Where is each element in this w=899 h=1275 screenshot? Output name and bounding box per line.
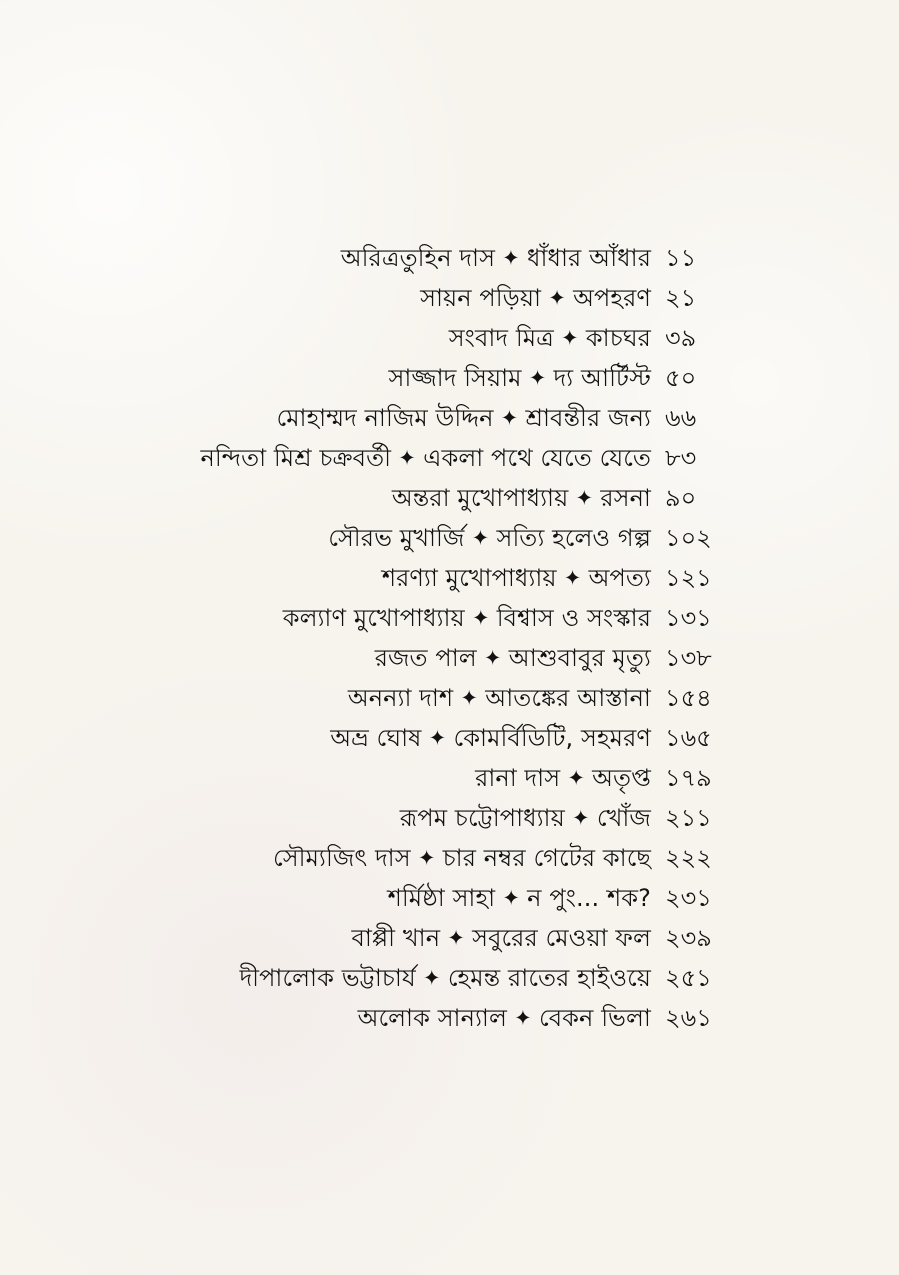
toc-row — [0, 243, 899, 279]
diamond-separator-icon: ✦ — [500, 406, 519, 430]
toc-page-number: ৮৩ — [665, 444, 697, 472]
diamond-separator-icon: ✦ — [398, 446, 416, 470]
toc-entry — [389, 363, 651, 393]
toc-page-number: ৬৬ — [665, 404, 697, 432]
toc-entry — [276, 403, 651, 433]
toc-row — [0, 443, 899, 479]
toc-page-number: ১৫৪ — [665, 684, 712, 712]
toc-page-number: ১৭৯ — [665, 764, 712, 792]
toc-author: রূপম চট্টোপাধ্যায় — [399, 804, 565, 832]
toc-page-number: ৫০ — [665, 364, 697, 392]
toc-page-number: ১০২ — [665, 524, 712, 552]
toc-row — [0, 803, 899, 839]
toc-entry — [449, 323, 651, 353]
toc-title: অপহরণ — [573, 284, 651, 312]
diamond-separator-icon: ✦ — [428, 726, 447, 750]
toc-page-number: ১২১ — [665, 564, 712, 592]
toc-author: অভ্র ঘোষ — [330, 724, 422, 752]
toc-page-number: ২৩১ — [665, 884, 712, 912]
toc-entry — [392, 483, 651, 513]
toc-title: দ্য আর্টিস্ট — [553, 364, 651, 392]
toc-entry — [341, 243, 651, 273]
toc-entry — [330, 723, 651, 753]
toc-row — [0, 603, 899, 639]
toc-entry — [400, 803, 651, 833]
toc-entry — [273, 843, 651, 873]
toc-title: ধাঁধার আঁধার — [527, 244, 651, 272]
toc-row — [0, 283, 899, 319]
toc-entry — [358, 1003, 651, 1033]
toc-entry — [283, 603, 651, 633]
toc-row — [0, 563, 899, 599]
toc-entry — [348, 683, 651, 713]
diamond-separator-icon: ✦ — [561, 326, 579, 350]
toc-row — [0, 483, 899, 519]
toc-page-number: ৯০ — [665, 484, 697, 512]
toc-title: অপত্য — [588, 564, 651, 592]
toc-title: চার নম্বর গেটের কাছে — [442, 844, 651, 872]
toc-row — [0, 883, 899, 919]
toc-entry — [420, 283, 651, 313]
toc-author: রানা দাস — [475, 764, 561, 792]
toc-author: অন্তরা মুখোপাধ্যায় — [391, 484, 569, 512]
toc-page-number: ২৬১ — [665, 1004, 712, 1032]
toc-author: সায়ন পড়িয়া — [420, 284, 542, 312]
toc-page-number: ২১ — [665, 284, 697, 312]
toc-entry — [475, 763, 651, 793]
toc-row — [0, 923, 899, 959]
toc-row — [0, 403, 899, 439]
toc-page-number: ১১ — [665, 244, 697, 272]
diamond-separator-icon: ✦ — [483, 646, 502, 670]
toc-row — [0, 1003, 899, 1039]
toc-author: অলোক সান্যাল — [357, 1004, 507, 1032]
toc-author: সৌম্যজিৎ দাস — [273, 844, 411, 872]
toc-page-number: ২৩৯ — [665, 924, 712, 952]
toc-entry — [375, 643, 651, 673]
toc-title: আতঙ্কের আস্তানা — [485, 684, 651, 712]
toc-row — [0, 843, 899, 879]
toc-row — [0, 683, 899, 719]
toc-author: দীপালোক ভট্টাচার্য — [239, 964, 416, 992]
diamond-separator-icon: ✦ — [502, 246, 520, 270]
toc-title: বেকন ভিলা — [538, 1004, 651, 1032]
toc-title: সত্যি হলেও গল্প — [496, 524, 651, 552]
toc-page-number: ১৬৫ — [665, 724, 712, 752]
toc-author: শরণ্যা মুখোপাধ্যায় — [381, 564, 557, 592]
toc-row — [0, 363, 899, 399]
toc-row — [0, 963, 899, 999]
toc-page-number: ২৫১ — [665, 964, 712, 992]
toc-author: শর্মিষ্ঠা সাহা — [387, 884, 496, 912]
diamond-separator-icon: ✦ — [567, 766, 586, 790]
diamond-separator-icon: ✦ — [460, 686, 479, 710]
toc-author: অনন্যা দাশ — [347, 684, 454, 712]
toc-title: একলা পথে যেতে যেতে — [423, 444, 651, 472]
diamond-separator-icon: ✦ — [471, 606, 490, 630]
toc-title: হেমন্ত রাতের হাইওয়ে — [447, 964, 651, 992]
diamond-separator-icon: ✦ — [548, 286, 566, 310]
diamond-separator-icon: ✦ — [563, 566, 582, 590]
diamond-separator-icon: ✦ — [502, 886, 521, 910]
toc-entry — [328, 523, 651, 553]
toc-author: নন্দিতা মিশ্র চক্রবর্তী — [200, 444, 392, 472]
toc-author: সংবাদ মিত্র — [448, 324, 554, 352]
toc-page-number: ২২২ — [665, 844, 712, 872]
toc-title: খোঁজ — [596, 804, 651, 832]
toc-entry — [382, 563, 651, 593]
toc-title: শ্রাবন্তীর জন্য — [525, 404, 651, 432]
toc-title: বিশ্বাস ও সংস্কার — [496, 604, 651, 632]
toc-title: আশুবাবুর মৃত্যু — [508, 644, 651, 672]
toc-author: বাপ্পী খান — [351, 924, 441, 952]
toc-title: কাচঘর — [585, 324, 651, 352]
diamond-separator-icon: ✦ — [575, 486, 594, 510]
toc-author: মোহাম্মদ নাজিম উদ্দিন — [276, 404, 494, 432]
toc-entry — [388, 883, 651, 913]
toc-entry — [200, 443, 651, 473]
diamond-separator-icon: ✦ — [572, 806, 590, 830]
diamond-separator-icon: ✦ — [422, 966, 441, 990]
diamond-separator-icon: ✦ — [528, 366, 547, 390]
toc-entry — [351, 923, 651, 953]
toc-author: সৌরভ মুখার্জি — [328, 524, 465, 552]
toc-page-number: ৩৯ — [665, 324, 697, 352]
toc-author: কল্যাণ মুখোপাধ্যায় — [282, 604, 465, 632]
toc-row — [0, 643, 899, 679]
toc-author: অরিত্রতুহিন দাস — [340, 244, 496, 272]
toc-page-number: ১৩৮ — [665, 644, 712, 672]
diamond-separator-icon: ✦ — [514, 1006, 532, 1030]
toc-title: অতৃপ্ত — [592, 764, 651, 792]
diamond-separator-icon: ✦ — [471, 526, 490, 550]
toc-row — [0, 763, 899, 799]
toc-title: সবুরের মেওয়া ফল — [472, 924, 651, 952]
toc-page-number: ১৩১ — [665, 604, 712, 632]
toc-row — [0, 523, 899, 559]
toc-row — [0, 723, 899, 759]
toc-entry — [240, 963, 651, 993]
toc-title: ন পুং... শক? — [527, 884, 651, 912]
diamond-separator-icon: ✦ — [447, 926, 465, 950]
toc-author: রজত পাল — [374, 644, 477, 672]
toc-title: রসনা — [600, 484, 651, 512]
toc-page-number: ২১১ — [665, 804, 712, 832]
toc-title: কোমর্বিডিটি, সহমরণ — [453, 724, 651, 752]
diamond-separator-icon: ✦ — [417, 846, 436, 870]
toc-author: সাজ্জাদ সিয়াম — [388, 364, 522, 392]
toc-row — [0, 323, 899, 359]
